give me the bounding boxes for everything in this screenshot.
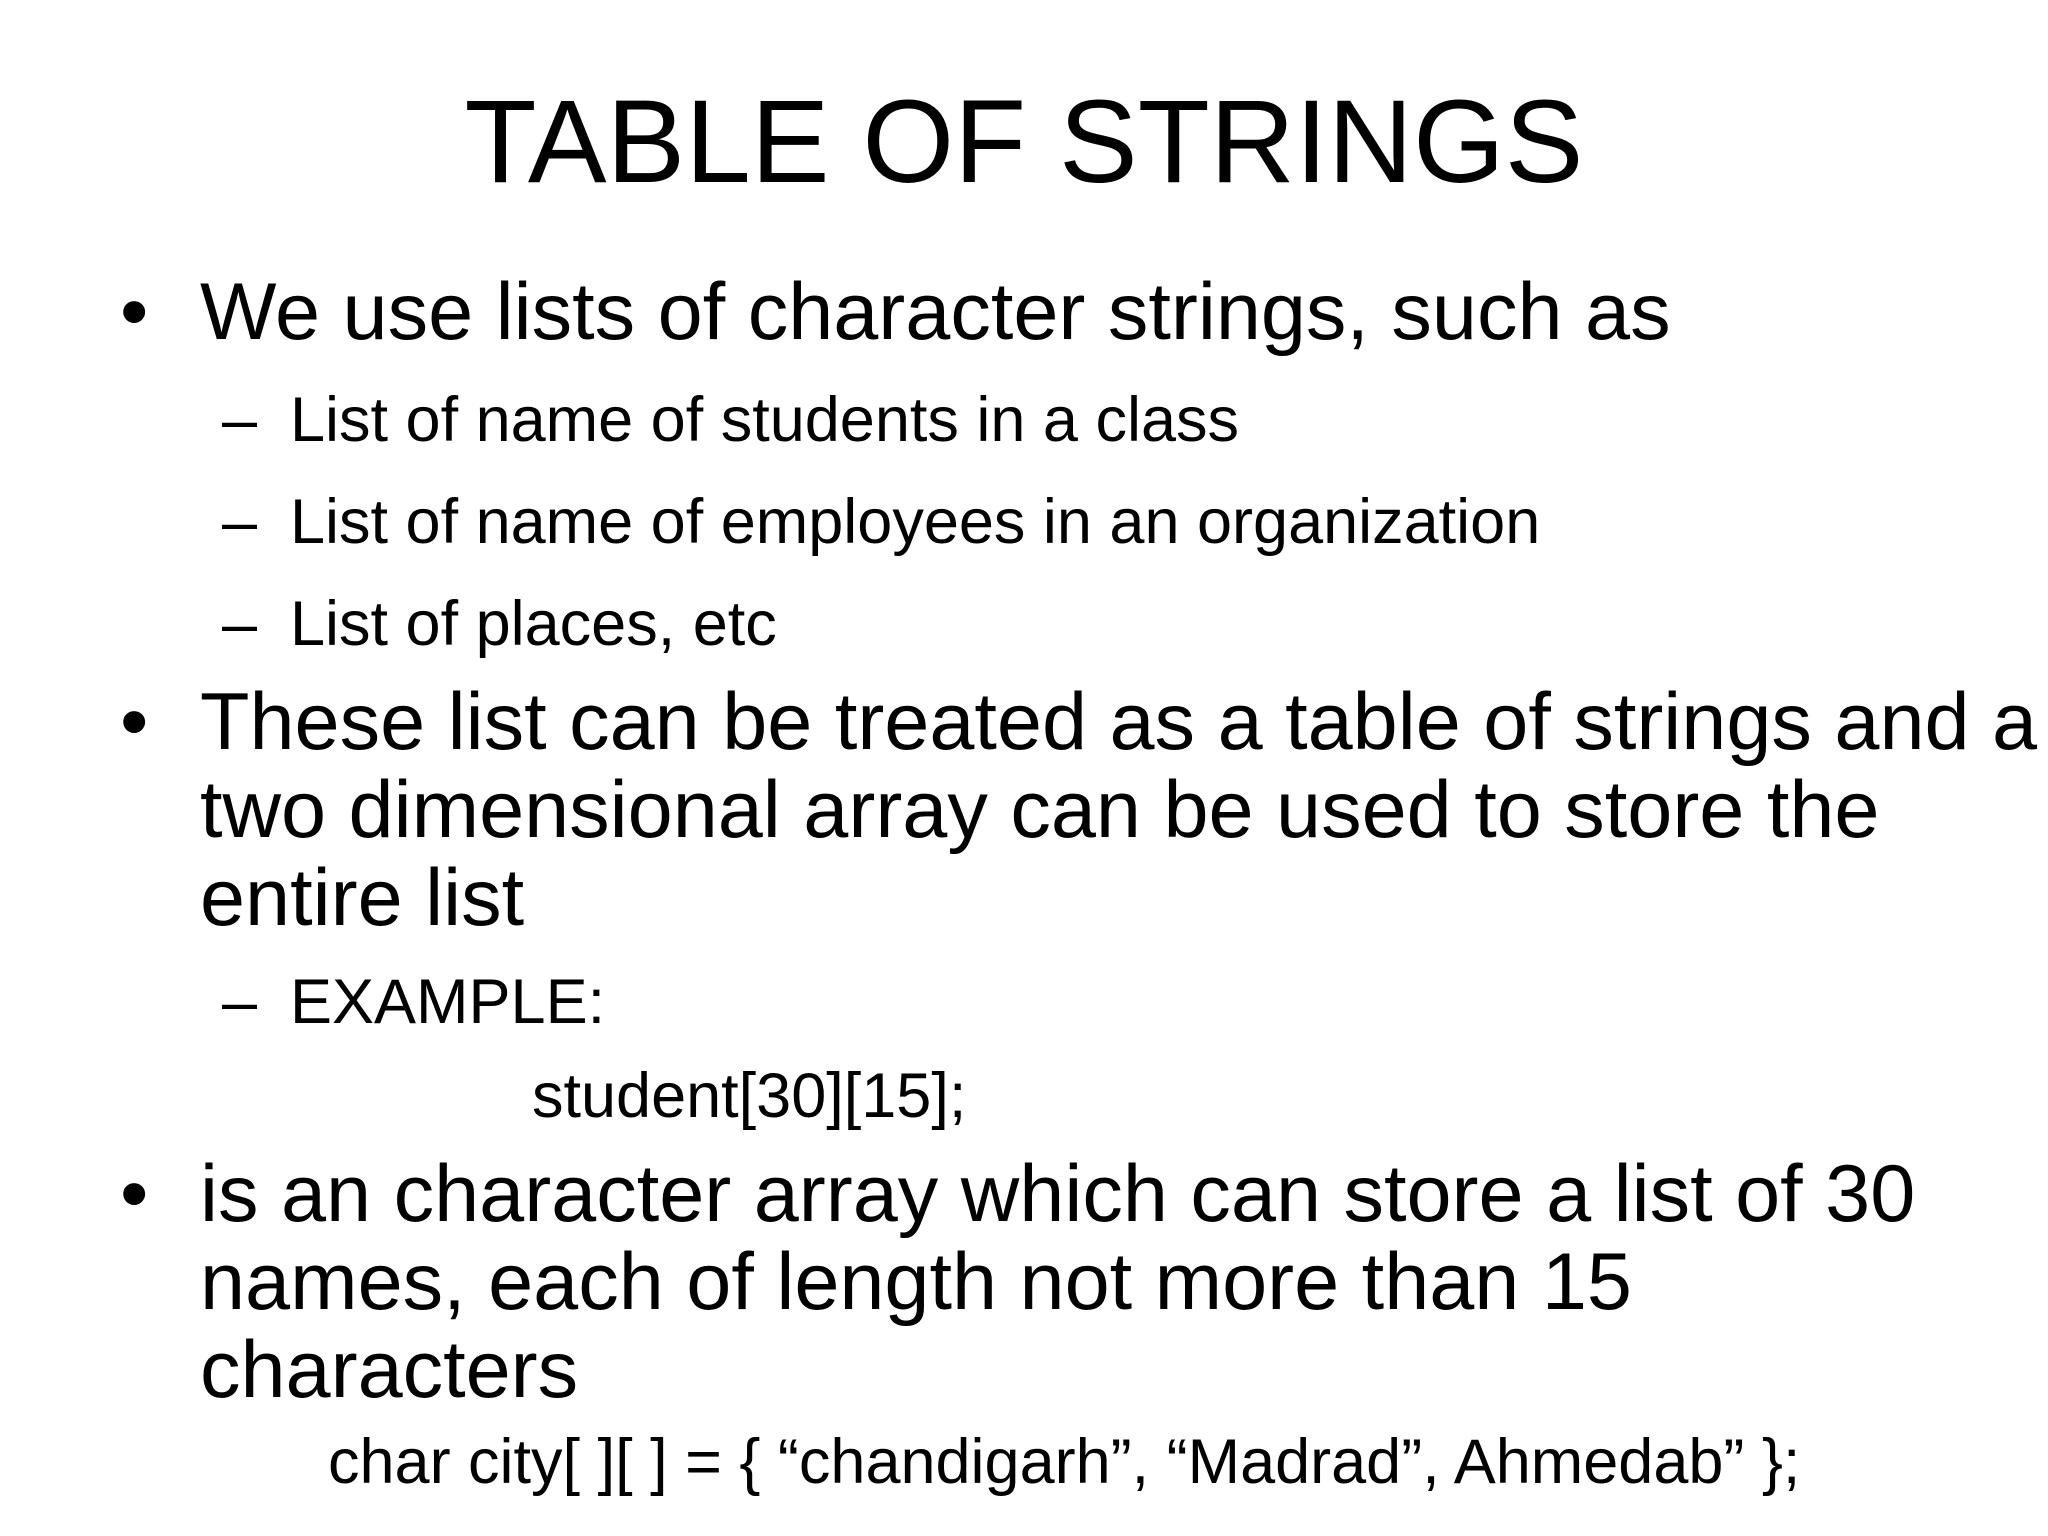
- sub-item-text: EXAMPLE:: [290, 967, 606, 1037]
- bullet-text: is an character array which can store a list of 30 names, each of length not more than 15 characters: [200, 1149, 1916, 1415]
- code-line-2: char city[ ][ ] = { “chandigarh”, “Madrad”, Ahmedab” };: [328, 1427, 1801, 1497]
- bullet-text: These list can be treated as a table of strings and a two dimensional array can be used to store the entire list: [200, 677, 2038, 943]
- code-line-1: student[30][15];: [532, 1061, 967, 1131]
- dash-marker: –: [222, 487, 258, 557]
- bullet-marker: •: [120, 267, 149, 357]
- dash-marker: –: [222, 589, 258, 659]
- dash-marker: –: [222, 967, 258, 1037]
- dash-marker: –: [222, 385, 258, 455]
- sub-item-text: List of name of students in a class: [290, 385, 1239, 455]
- bullet-text: We use lists of character strings, such as: [200, 267, 1671, 357]
- sub-item-text: List of name of employees in an organization: [290, 487, 1541, 557]
- bullet-marker: •: [120, 1149, 149, 1239]
- bullet-marker: •: [120, 677, 149, 767]
- sub-item-text: List of places, etc: [290, 589, 777, 659]
- slide-title: TABLE OF STRINGS: [464, 76, 1584, 208]
